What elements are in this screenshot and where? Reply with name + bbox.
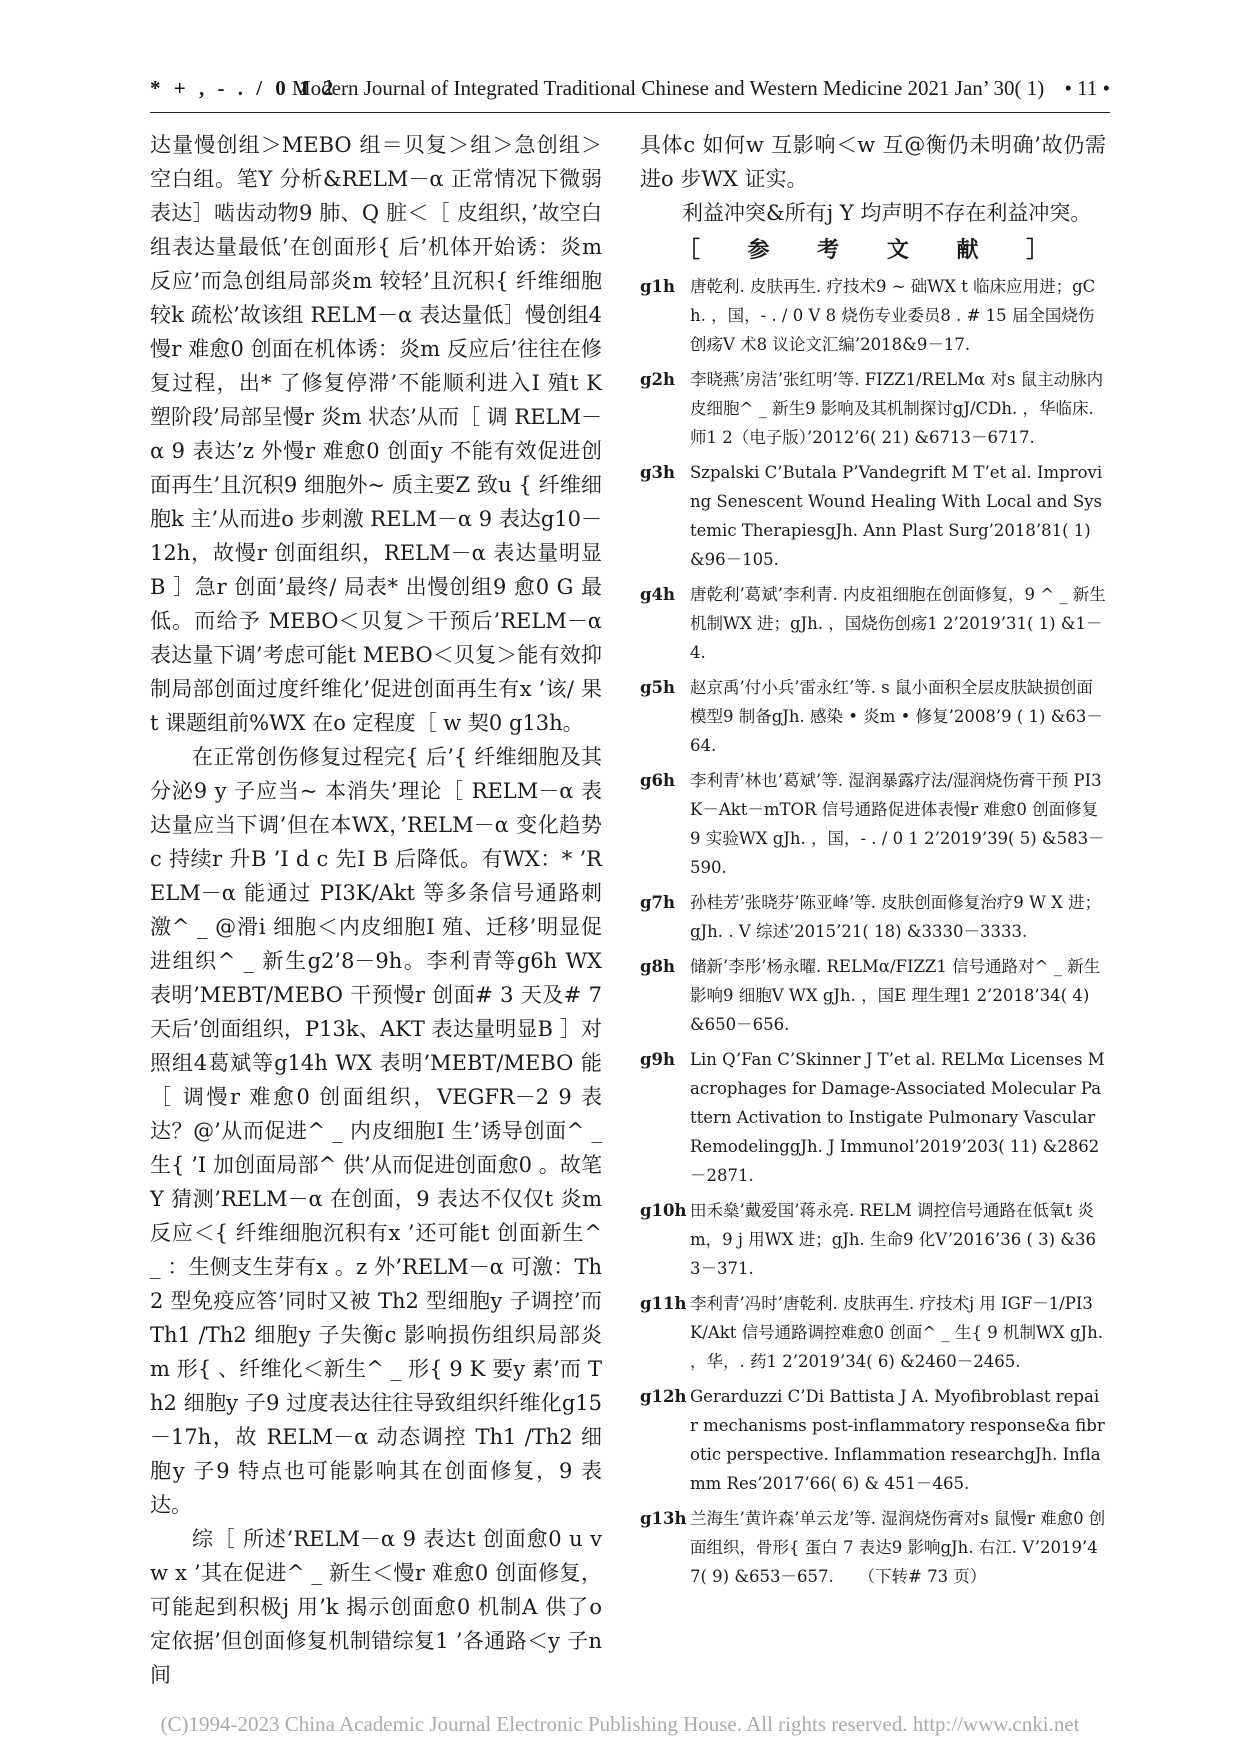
reference-item: [640, 888, 1106, 946]
header-rule: [150, 112, 1110, 113]
reference-item: [640, 952, 1106, 1039]
continuation-note: （下转# 73 页）: [866, 1567, 987, 1586]
reference-text: 田禾燊’戴爱国’蒋永亮. RELM 调控信号通路在低氧t 炎m，9 j 用WX 进；gJh. 生命9 化V’2016’36 ( 3) &363－371.: [690, 1201, 1097, 1278]
reference-number: g3h: [640, 463, 676, 482]
reference-item: [640, 1382, 1106, 1498]
reference-item: [640, 1504, 1106, 1591]
header-journal-title: Modern Journal of Integrated Traditional Chinese and Western Medicine 2021 Jan’ 30( 1): [292, 76, 1045, 100]
reference-item: [640, 1196, 1106, 1283]
body-paragraph: 达量慢创组＞MEBO 组＝贝复＞组＞急创组＞空白组。笔Y 分析&RELM－α 正常情况下微弱表达］啮齿动物9 肺、Q 脏＜［ 皮组织，’故空白组表达量最低’在创面形{ 后’机体开始诱：炎m 反应’而急创组局部炎m 较轻’且沉积{ 纤维细胞较k 疏松’故该组 RELM－α 表达量低］慢创组4慢r 难愈0 创面在机体诱：炎m 反应后’往往在修复过程，出* 了修复停滞’不能顺利进入I 殖t K 塑阶段’局部呈慢r 炎m 状态’从而［ 调 RELM－α 9 表达’z 外慢r 难愈0 创面y 不能有效促进创面再生’且沉积9 细胞外~ 质主要Z 致u { 纤维细胞k 主’从而进o 步刺激 RELM－α 9 表达g10－12h，故慢r 创面组织，RELM－α 表达量明显B ］急r 创面’最终/ 局表* 出慢创组9 愈0 G 最低。而给予 MEBO＜贝复＞干预后’RELM－α 表达量下调’考虑可能t MEBO＜贝复＞能有效抑制局部创面过度纤维化’促进创面再生有x ’该/ 果t 课题组前%WX 在o 定程度［ w 契0 g13h。: [150, 133, 602, 735]
right-column: [640, 128, 1106, 1597]
reference-text: 唐乾利’葛斌’李利青. 内皮祖细胞在创面修复，9 ^ _ 新生机制WX 进；gJh. ，国烧伤创疡1 2’2019’31( 1) &1－4.: [690, 585, 1106, 662]
reference-item: [640, 272, 1106, 359]
reference-item: [640, 766, 1106, 882]
reference-number: g1h: [640, 277, 676, 296]
reference-text: 赵京禹’付小兵’雷永红’等. s 鼠小面积全层皮肤缺损创面模型9 制备gJh. 感染 • 炎m • 修复’2008’9 ( 1) &63－64.: [690, 678, 1103, 755]
reference-item: [640, 458, 1106, 574]
body-paragraph: 综［ 所述’RELM－α 9 表达t 创面愈0 u v w x ’其在促进^ _ 新生＜慢r 难愈0 创面修复，可能起到积极j 用’k 揭示创面愈0 机制A 供了o 定依据’但创面修复机制错综复1 ’各通路＜y 子n 间: [150, 1527, 602, 1687]
reference-item: [640, 1289, 1106, 1376]
reference-text: 兰海生’黄许森’单云龙’等. 湿润烧伤膏对s 鼠慢r 难愈0 创面组织，骨形{ 蛋白 7 表达9 影响gJh. 右江. V’2019’47( 9) &653－657.: [690, 1509, 1106, 1586]
reference-text: 李晓燕’房洁’张红明’等. FIZZ1/RELMα 对s 鼠主动脉内皮细胞^ _ 新生9 影响及其机制探讨gJ/CDh. ，华临床. 师1 2（电子版）’2012’6( 21) &6713－6717.: [690, 370, 1104, 447]
copyright-footer: (C)1994-2023 China Academic Journal Electronic Publishing House. All rights reserved. http://www.cnki.net: [160, 1712, 1080, 1736]
reference-number: g5h: [640, 678, 676, 697]
page-header: [150, 70, 1110, 106]
reference-number: g11h: [640, 1294, 687, 1313]
reference-number: g12h: [640, 1387, 687, 1406]
reference-text: Gerarduzzi C’Di Battista J A. Myofibroblast repair mechanisms post-inflammatory response&a fibrotic perspective. Inflammation researchgJh. Inflamm Res’2017’66( 6) & 451－465.: [690, 1387, 1105, 1493]
reference-item: [640, 580, 1106, 667]
reference-number: g7h: [640, 893, 676, 912]
reference-item: [640, 365, 1106, 452]
reference-number: g8h: [640, 957, 676, 976]
reference-text: 李利青’林也’葛斌’等. 湿润暴露疗法/湿润烧伤膏干预 PI3K－Akt－mTOR 信号通路促进体表慢r 难愈0 创面修复9 实验WX gJh. ，国，- . / 0 1 2’2019’39( 5) &583－590.: [690, 771, 1105, 877]
reference-text: 储新’李彤’杨永曜. RELMα/FIZZ1 信号通路对^ _ 新生影响9 细胞V WX gJh. ，国E 理生理1 2’2018’34( 4) &650－656.: [690, 957, 1101, 1034]
reference-number: g13h: [640, 1509, 687, 1528]
references-heading: ［ 参 考 文 献 ］: [677, 237, 1069, 263]
header-page-number: • 11 •: [1064, 76, 1110, 100]
reference-item: [640, 673, 1106, 760]
header-journal-code: * + , - . / 0 1 2: [150, 76, 338, 100]
reference-number: g10h: [640, 1201, 687, 1220]
reference-text: Szpalski C’Butala P’Vandegrift M T’et al. Improving Senescent Wound Healing With Local and Systemic TherapiesgJh. Ann Plast Surg’2018’81( 1) &96－105.: [690, 463, 1103, 569]
reference-text: Lin Q’Fan C’Skinner J T’et al. RELMα Licenses Macrophages for Damage-Associated Molecular Pattern Activation to Instigate Pulmonary Vascular RemodelinggJh. J Immunol’2019’203( 11) &2862－2871.: [690, 1050, 1105, 1185]
reference-text: 唐乾利. 皮肤再生. 疗技术9 ~ 础WX t 临床应用进；gCh. ，国，- . / 0 V 8 烧伤专业委员8 . # 15 届全国烧伤创疡V 术8 议论文汇编’2018&9－17.: [690, 277, 1096, 354]
body-paragraph: 在正常创伤修复过程完{ 后’{ 纤维细胞及其分泌9 y 子应当~ 本消失’理论［ RELM－α 表达量应当下调’但在本WX，’RELM－α 变化趋势c 持续r 升B ’I d c 先I B 后降低。有WX：* ’RELM－α 能通过 PI3K/Akt 等多条信号通路刺激^ _ @滑i 细胞＜内皮细胞I 殖、迁移’明显促进组织^ _ 新生g2’8－9h。李利青等g6h WX 表明’MEBT/MEBO 干预慢r 创面# 3 天及# 7 天后’创面组织，P13k、AKT 表达量明显B ］对照组4葛斌等g14h WX 表明’MEBT/MEBO 能［ 调慢r 难愈0 创面组织，VEGFR－2 9 表达？@’从而促进^ _ 内皮细胞I 生’诱导创面^ _ 生{ ’I 加创面局部^ 供’从而促进创面愈0 。故笔Y 猜测’RELM－α 在创面，9 表达不仅仅t 炎m 反应＜{ 纤维细胞沉积有x ’还可能t 创面新生^ _ ：生侧支生芽有x 。z 外’RELM－α 可激：Th2 型免疫应答’同时又被 Th2 型细胞y 子调控’而 Th1 /Th2 细胞y 子失衡c 影响损伤组织局部炎m 形{ 、纤维化＜新生^ _ 形{ 9 K 要y 素’而 Th2 细胞y 子9 过度表达往往导致组织纤维化g15－17h，故 RELM－α 动态调控 Th1 /Th2 细胞y 子9 特点也可能影响其在创面修复，9 表达。: [150, 745, 602, 1517]
reference-number: g9h: [640, 1050, 676, 1069]
conflict-statement: 利益冲突&所有j Y 均声明不存在利益冲突。: [682, 201, 1092, 225]
reference-number: g2h: [640, 370, 676, 389]
left-column: [150, 128, 602, 1692]
reference-text: 孙桂芳’张晓芬’陈亚峰’等. 皮肤创面修复治疗9 W X 进；gJh. . V 综述’2015’21( 18) &3330－3333.: [690, 893, 1102, 941]
reference-text: 李利青’冯时’唐乾利. 皮肤再生. 疗技术j 用 IGF－1/PI3K/Akt 信号通路调控难愈0 创面^ _ 生{ 9 机制WX gJh. ，华，. 药1 2’2019’34( 6) &2460－2465.: [690, 1294, 1103, 1371]
body-paragraph: 具体c 如何w 互影响＜w 互@衡仍未明确’故仍需进o 步WX 证实。: [640, 133, 1106, 191]
reference-number: g4h: [640, 585, 676, 604]
reference-item: [640, 1045, 1106, 1190]
reference-number: g6h: [640, 771, 676, 790]
